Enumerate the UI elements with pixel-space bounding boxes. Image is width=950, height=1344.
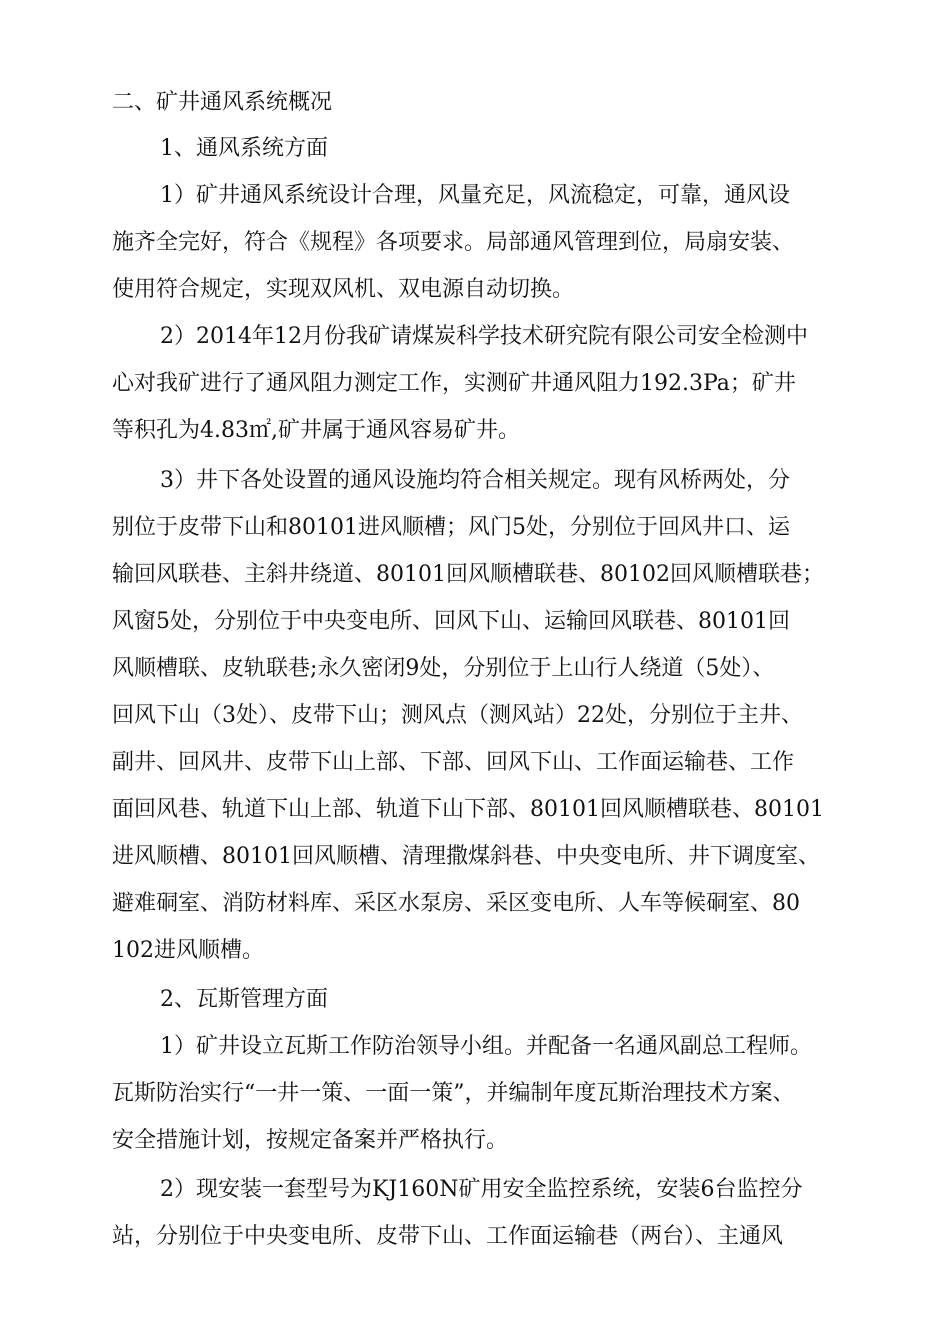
paragraph-line: 心对我矿进行了通风阻力测定工作，实测矿井通风阻力192.3Pa；矿井 [112, 371, 796, 396]
paragraph-line: 进风顺槽、80101回风顺槽、清理撒煤斜巷、中央变电所、井下调度室、 [112, 844, 820, 869]
paragraph-line: 安全措施计划，按规定备案并严格执行。 [112, 1128, 509, 1153]
paragraph-line: 2）现安装一套型号为KJ160N矿用安全监控系统，安装6台监控分 [160, 1177, 803, 1202]
paragraph-line: 使用符合规定，实现双风机、双电源自动切换。 [112, 277, 575, 302]
paragraph-line: 1）矿井通风系统设计合理，风量充足，风流稳定，可靠，通风设 [160, 183, 790, 208]
paragraph-line: 避难硐室、消防材料库、采区水泵房、采区变电所、人车等候硐室、80 [112, 891, 800, 916]
paragraph-line: 等积孔为4.83㎡,矿井属于通风容易矿井。 [112, 418, 520, 443]
paragraph-line: 2）2014年12月份我矿请煤炭科学技术研究院有限公司安全检测中 [160, 324, 808, 349]
paragraph-line: 102进风顺槽。 [112, 938, 264, 963]
paragraph-line: 输回风联巷、主斜井绕道、80101回风顺槽联巷、80102回风顺槽联巷； [112, 562, 824, 587]
section-heading: 二、矿井通风系统概况 [112, 90, 333, 115]
paragraph-line: 风窗5处，分别位于中央变电所、回风下山、运输回风联巷、80101回 [112, 609, 790, 634]
paragraph-line: 施齐全完好，符合《规程》各项要求。局部通风管理到位，局扇安装、 [112, 230, 795, 255]
paragraph-line: 站，分别位于中央变电所、皮带下山、工作面运输巷（两台）、主通风 [112, 1224, 784, 1249]
paragraph-line: 1）矿井设立瓦斯工作防治领导小组。并配备一名通风副总工程师。 [160, 1034, 812, 1059]
paragraph-line: 回风下山（3处）、皮带下山；测风点（测风站）22处，分别位于主井、 [112, 703, 803, 728]
subsection-heading: 1、通风系统方面 [160, 136, 328, 161]
paragraph-line: 副井、回风井、皮带下山上部、下部、回风下山、工作面运输巷、工作 [112, 750, 795, 775]
paragraph-line: 3）井下各处设置的通风设施均符合相关规定。现有风桥两处，分 [160, 468, 790, 493]
paragraph-line: 瓦斯防治实行“一井一策、一面一策”，并编制年度瓦斯治理技术方案、 [112, 1081, 795, 1106]
subsection-heading: 2、瓦斯管理方面 [160, 987, 328, 1012]
paragraph-line: 风顺槽联、皮轨联巷;永久密闭9处，分别位于上山行人绕道（5处）、 [112, 656, 775, 681]
paragraph-line: 别位于皮带下山和80101进风顺槽；风门5处，分别位于回风井口、运 [112, 515, 790, 540]
paragraph-line: 面回风巷、轨道下山上部、轨道下山下部、80101回风顺槽联巷、80101 [112, 797, 824, 822]
